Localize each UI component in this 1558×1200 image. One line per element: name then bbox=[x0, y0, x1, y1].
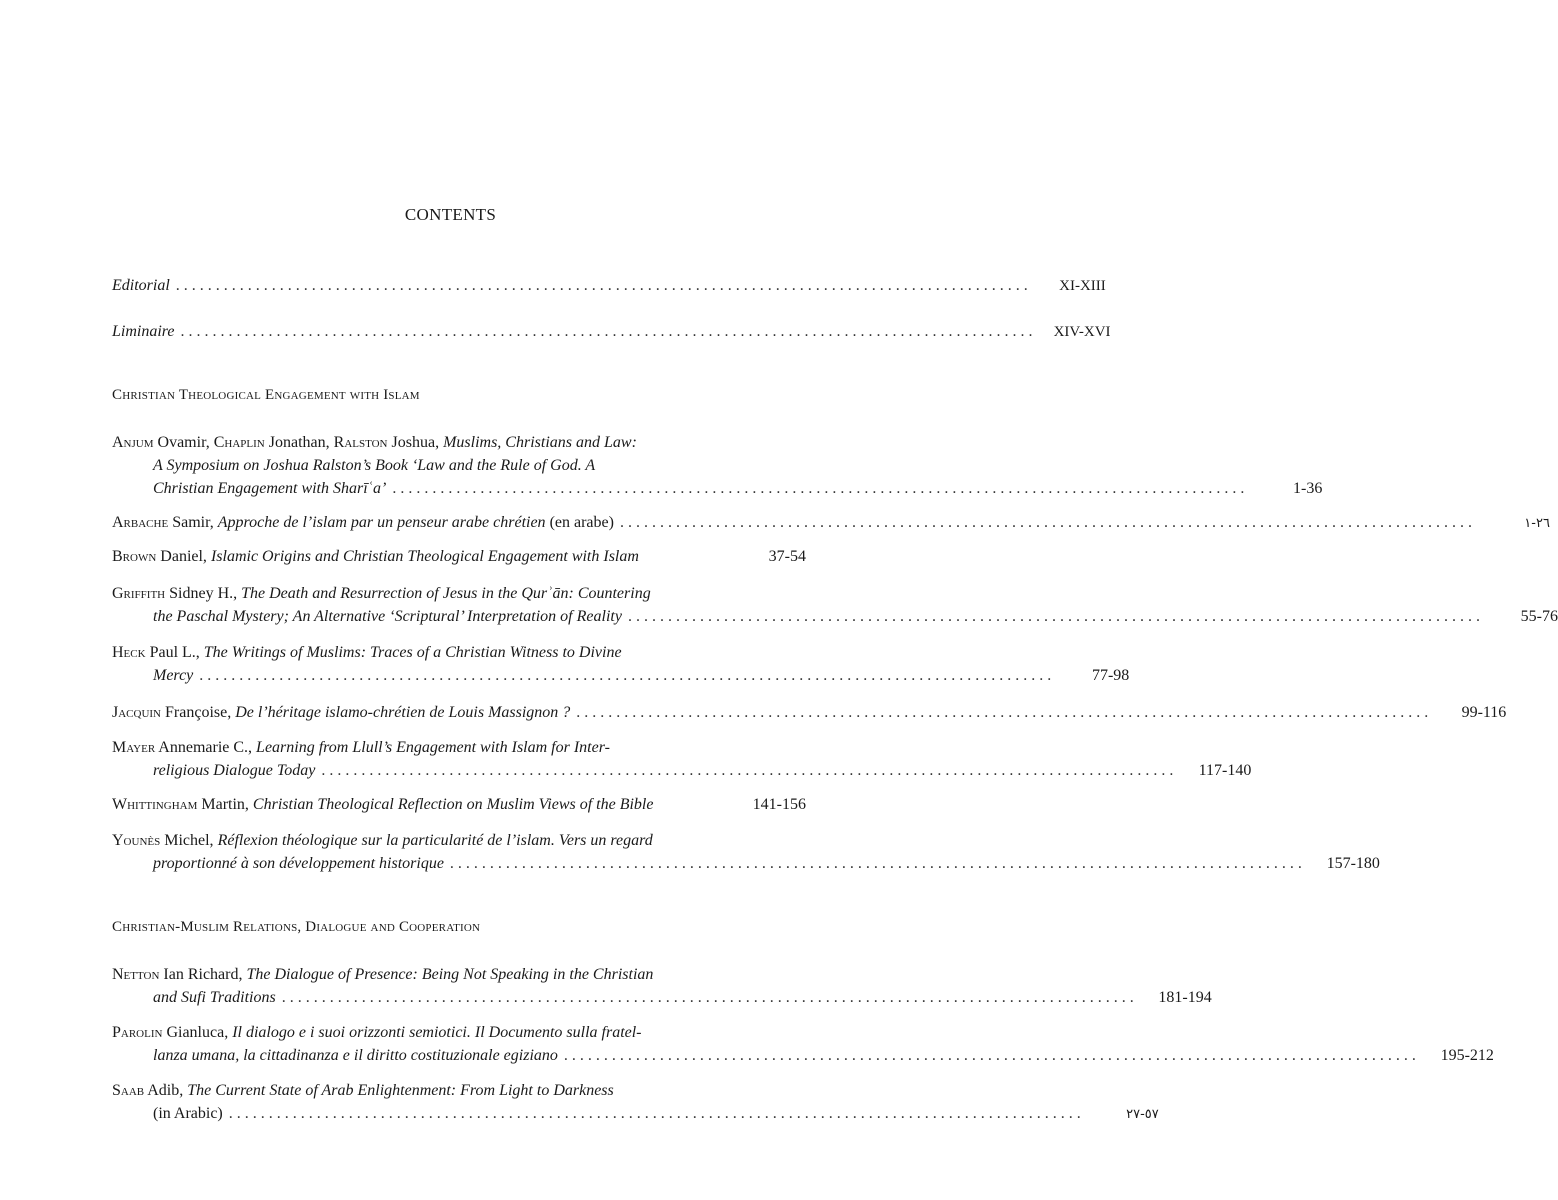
entry-title: Muslims, Christians and Law: bbox=[443, 434, 637, 451]
entry-author-names: Paul L., bbox=[145, 644, 204, 661]
entry-title: proportionné à son développement historique bbox=[153, 855, 444, 872]
leader-dots bbox=[622, 605, 1480, 628]
toc-entry-liminaire[interactable] bbox=[112, 320, 1111, 344]
entry-pages: 55-76 bbox=[1520, 608, 1558, 625]
entry-author-names: Gianluca, bbox=[162, 1024, 233, 1041]
entry-author-names: Joshua, bbox=[387, 434, 444, 451]
entry-author: Heck bbox=[112, 644, 146, 661]
entry-title: (in Arabic) bbox=[153, 1105, 223, 1122]
toc-entry[interactable] bbox=[112, 545, 806, 568]
toc-entry[interactable] bbox=[112, 793, 806, 816]
page-title: CONTENTS bbox=[404, 205, 497, 224]
entry-pages: XIV-XVI bbox=[1053, 324, 1111, 340]
entry-title: the Paschal Mystery; An Alternative ‘Scriptural’ Interpretation of Reality bbox=[153, 608, 622, 625]
entry-author: Netton bbox=[112, 966, 160, 983]
leader-dots bbox=[315, 759, 1173, 782]
section-heading: Christian Theological Engagement with Islam bbox=[112, 387, 420, 403]
entry-title: and Sufi Traditions bbox=[153, 989, 276, 1006]
entry-author: Ralston bbox=[333, 434, 388, 451]
leader-dots bbox=[175, 320, 1033, 343]
toc-entry[interactable] bbox=[112, 582, 1558, 628]
entry-title: The Current State of Arab Enlightenment: From Light to Darkness bbox=[187, 1082, 614, 1099]
entry-author: Whittingham bbox=[112, 796, 198, 813]
entry-author-names: Daniel, bbox=[156, 548, 211, 565]
entry-title: A Symposium on Joshua Ralston’s Book ‘Law and the Rule of God. A bbox=[153, 457, 596, 474]
toc-entry[interactable] bbox=[112, 1021, 1494, 1067]
entry-author-names: Ovamir, bbox=[153, 434, 214, 451]
toc-entry[interactable] bbox=[112, 829, 1380, 875]
entry-title: Christian Engagement with Sharīʿa’ bbox=[153, 480, 387, 497]
entry-pages: 195-212 bbox=[1440, 1047, 1494, 1064]
entry-author: Anjum bbox=[112, 434, 154, 451]
toc-entry[interactable] bbox=[112, 1079, 1159, 1126]
entry-author-names: Samir, bbox=[168, 514, 218, 531]
entry-author-names: Martin, bbox=[197, 796, 253, 813]
toc-entry[interactable] bbox=[112, 431, 1323, 500]
entry-title: Réflexion théologique sur la particularité de l’islam. Vers un regard bbox=[217, 832, 653, 849]
toc-entry[interactable] bbox=[112, 641, 1130, 687]
entry-pages: 1-36 bbox=[1293, 480, 1323, 497]
entry-title: De l’héritage islamo-chrétien de Louis Massignon ? bbox=[235, 704, 571, 721]
entry-suffix: (en arabe) bbox=[545, 514, 614, 531]
leader-dots bbox=[276, 986, 1134, 1009]
toc-entry[interactable] bbox=[112, 963, 1212, 1009]
entry-author-names: Annemarie C., bbox=[155, 739, 257, 756]
entry-title: The Writings of Muslims: Traces of a Christian Witness to Divine bbox=[203, 644, 622, 661]
leader-dots bbox=[444, 852, 1302, 875]
entry-author: Jacquin bbox=[112, 704, 162, 721]
entry-author: Arbache bbox=[112, 514, 169, 531]
entry-author: Saab bbox=[112, 1082, 145, 1099]
entry-title: Christian Theological Reflection on Muslim Views of the Bible bbox=[252, 796, 654, 813]
leader-dots bbox=[193, 664, 1051, 687]
leader-dots bbox=[614, 511, 1472, 534]
leader-dots bbox=[170, 274, 1028, 297]
entry-pages: 37-54 bbox=[768, 548, 806, 565]
entry-author: Griffith bbox=[112, 585, 166, 602]
leader-dots bbox=[570, 701, 1428, 724]
entry-title: Mercy bbox=[153, 667, 194, 684]
entry-pages: 157-180 bbox=[1326, 855, 1380, 872]
toc-entry-editorial[interactable] bbox=[112, 274, 1106, 298]
entry-title: Approche de l’islam par un penseur arabe chrétien bbox=[217, 514, 546, 531]
entry-title: religious Dialogue Today bbox=[153, 762, 316, 779]
entry-pages: 77-98 bbox=[1091, 667, 1130, 684]
entry-author-names: Michel, bbox=[160, 832, 218, 849]
toc-entry[interactable] bbox=[112, 736, 1252, 782]
entry-author-names: Sidney H., bbox=[165, 585, 242, 602]
leader-dots bbox=[223, 1102, 1081, 1125]
toc-entry[interactable] bbox=[112, 701, 1507, 724]
entry-author-names: Jonathan, bbox=[264, 434, 334, 451]
toc-entry[interactable] bbox=[112, 511, 1550, 535]
entry-pages: 181-194 bbox=[1158, 989, 1212, 1006]
entry-pages: ٥٧-٢٧ bbox=[1126, 1107, 1159, 1122]
entry-pages: 141-156 bbox=[752, 796, 806, 813]
entry-pages: 99-116 bbox=[1461, 704, 1507, 721]
entry-author: Brown bbox=[112, 548, 157, 565]
entry-title: Islamic Origins and Christian Theological Engagement with Islam bbox=[210, 548, 639, 565]
entry-pages: 117-140 bbox=[1198, 762, 1252, 779]
entry-title: Learning from Llull’s Engagement with Islam for Inter- bbox=[256, 739, 610, 756]
entry-title: lanza umana, la cittadinanza e il diritto costituzionale egiziano bbox=[153, 1047, 558, 1064]
entry-author: Mayer bbox=[112, 739, 156, 756]
entry-title: The Death and Resurrection of Jesus in the Qurʾān: Countering bbox=[241, 585, 651, 602]
leader-dots bbox=[386, 477, 1244, 500]
entry-author-names: Adib, bbox=[144, 1082, 188, 1099]
entry-pages: XI-XIII bbox=[1059, 278, 1106, 294]
entry-author-names: Ian Richard, bbox=[159, 966, 247, 983]
entry-author: Chaplin bbox=[213, 434, 265, 451]
entry-title: The Dialogue of Presence: Being Not Speaking in the Christian bbox=[246, 966, 654, 983]
entry-title: Liminaire bbox=[112, 323, 175, 340]
entry-author-names: Françoise, bbox=[161, 704, 236, 721]
entry-author: Younès bbox=[112, 832, 161, 849]
section-heading: Christian-Muslim Relations, Dialogue and Cooperation bbox=[112, 919, 481, 935]
entry-author: Parolin bbox=[112, 1024, 163, 1041]
entry-pages: ٢٦-١ bbox=[1524, 516, 1550, 531]
leader-dots bbox=[558, 1044, 1416, 1067]
entry-title: Editorial bbox=[112, 277, 170, 294]
entry-title: Il dialogo e i suoi orizzonti semiotici. Il Documento sulla fratel- bbox=[232, 1024, 642, 1041]
